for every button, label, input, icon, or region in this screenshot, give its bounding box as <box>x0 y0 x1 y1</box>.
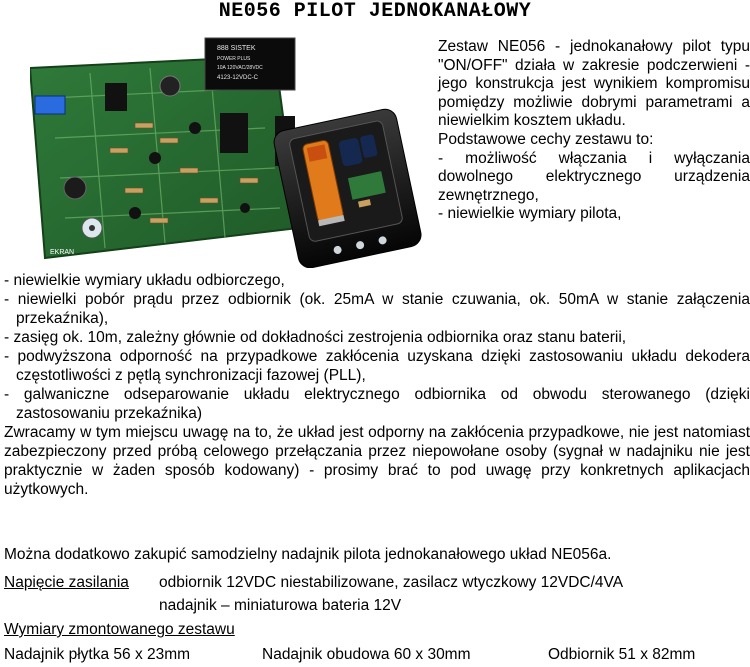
feature-item: - podwyższona odporność na przypadkowe zakłócenia uzyskana dzięki zastosowaniu układu dekodera częstotliwości z pętlą synchronizacji fazowej (PLL), <box>4 348 750 384</box>
supply-receiver: odbiornik 12VDC niestabilizowane, zasilacz wtyczkowy 12VDC/4VA <box>159 574 624 591</box>
pcb-label: EKRAN <box>50 249 75 256</box>
supply-transmitter: nadajnik – miniaturowa bateria 12V <box>159 597 402 614</box>
intro-paragraph: Zestaw NE056 - jednokanałowy pilot typu "ON/OFF" działa w zakresie podczerwieni - jego konstrukcja jest wynikiem kompromisu pomiędzy możliwie dobrymi parametrami a niewielkim kosztem układu. <box>438 38 750 130</box>
page-title: NE056 PILOT JEDNOKANAŁOWY <box>218 0 532 23</box>
feature-item: - zasięg ok. 10m, zależny głównie od dokładności zestrojenia odbiornika oraz stanu baterii, <box>4 329 627 346</box>
dim-case: Nadajnik obudowa 60 x 30mm <box>262 646 471 663</box>
main-body <box>4 271 750 499</box>
supply-label: Napięcie zasilania <box>4 574 129 591</box>
supply-row <box>4 573 129 592</box>
dim-pcb: Nadajnik płytka 56 x 23mm <box>4 646 191 663</box>
extra-note: Można dodatkowo zakupić samodzielny nadajnik pilota jednokanałowego układ NE056a. <box>4 546 612 563</box>
features-heading: Podstawowe cechy zestawu to: <box>438 130 654 148</box>
dim-receiver: Odbiornik 51 x 82mm <box>548 646 696 663</box>
notice-paragraph: Zwracamy w tym miejscu uwagę na to, że układ jest odporny na zakłócenia przypadkowe, nie jest natomiast zabezpieczony przed próbą celowego przełączania przez niepowołane osoby (sygnał w nadajniku nie jest praktycznie w żaden sposób kodowany) - prosimy brać to pod uwagę przy konkretnych aplikacjach użytkowych. <box>4 424 750 498</box>
feature-item: - galwaniczne odseparowanie układu elektrycznego odbiornika od obwodu sterowanego (dzięki zastosowaniu przekaźnika) <box>4 386 750 422</box>
relay-label-3: 10A 120VAC/28VDC <box>217 65 263 71</box>
dimensions-label: Wymiary zmontowanego zestawu <box>4 621 235 638</box>
dimensions-row <box>4 620 235 639</box>
product-photo <box>30 28 430 268</box>
relay-label-4: 4123-12VDC-C <box>217 75 259 81</box>
intro-feature-1: - możliwość włączania i wyłączania dowolnego elektrycznego urządzenia zewnętrznego, <box>438 149 750 204</box>
intro-text <box>438 38 750 224</box>
feature-item: - niewielkie wymiary układu odbiorczego, <box>4 272 285 289</box>
feature-item: - niewielki pobór prądu przez odbiornik (ok. 25mA w stanie czuwania, ok. 50mA w stanie załączenia przekaźnika), <box>4 291 750 327</box>
relay-label-2: POWER PLUS <box>217 56 251 62</box>
relay-label-1: 888 SISTEK <box>217 45 256 52</box>
intro-feature-2: - niewielkie wymiary pilota, <box>438 205 622 223</box>
